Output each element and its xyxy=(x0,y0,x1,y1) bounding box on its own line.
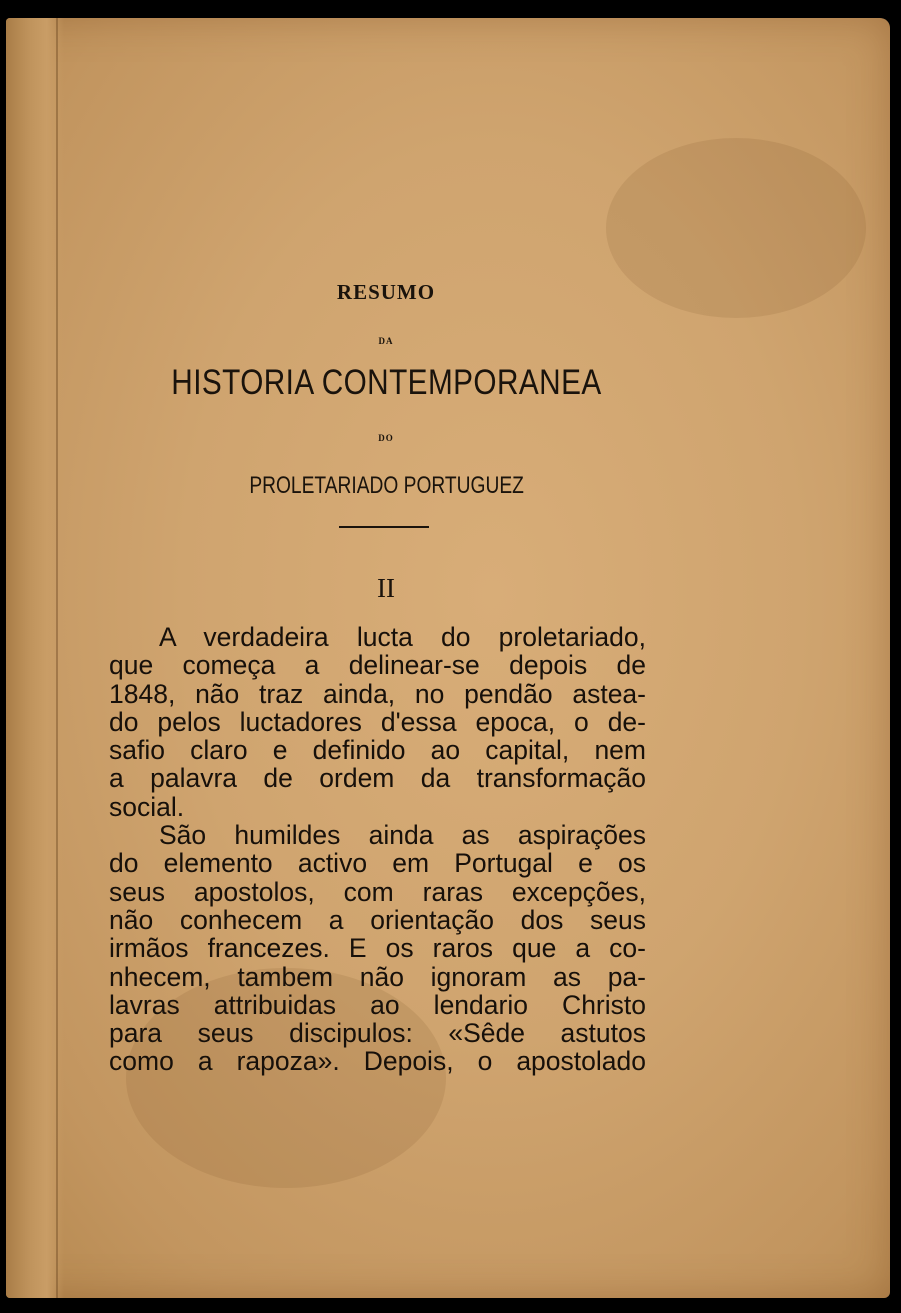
text-line: que começa a delinear-se depois de xyxy=(109,650,646,681)
text-line: a palavra de ordem da transformação xyxy=(109,763,646,794)
text-line: para seus discipulos: «Sêde astutos xyxy=(109,1018,646,1049)
section-number: II xyxy=(377,573,395,603)
heading-subtitle: PROLETARIADO PORTUGUEZ xyxy=(249,472,524,499)
text-line: São humildes ainda as aspirações xyxy=(159,820,646,851)
heading-title: HISTORIA CONTEMPORANEA xyxy=(171,363,602,402)
text-line: social. xyxy=(109,791,185,822)
page-fold-line xyxy=(56,18,58,1298)
heading-do: DO xyxy=(378,433,394,443)
text-line: lavras attribuidas ao lendario Christo xyxy=(109,989,646,1020)
text-line: seus apostolos, com raras excepções, xyxy=(109,876,646,907)
section-divider xyxy=(339,526,429,528)
text-line: A verdadeira lucta do proletariado, xyxy=(159,622,646,652)
text-line: irmãos francezes. E os raros que a co- xyxy=(109,933,646,964)
heading-da: DA xyxy=(378,336,394,346)
text-line: do pelos luctadores d'essa epoca, o de- xyxy=(109,706,646,737)
heading-resumo: RESUMO xyxy=(336,280,436,304)
text-line: nhecem, tambem não ignoram as pa- xyxy=(109,961,646,992)
text-line: 1848, não traz ainda, no pendão astea- xyxy=(109,678,646,709)
book-page xyxy=(6,18,890,1298)
text-line: não conhecem a orientação dos seus xyxy=(109,904,646,935)
text-line: do elemento activo em Portugal e os xyxy=(109,848,646,879)
text-line: como a rapoza». Depois, o apostolado xyxy=(109,1046,646,1077)
text-line: safio claro e definido ao capital, nem xyxy=(109,735,646,766)
body-text xyxy=(109,623,646,1076)
